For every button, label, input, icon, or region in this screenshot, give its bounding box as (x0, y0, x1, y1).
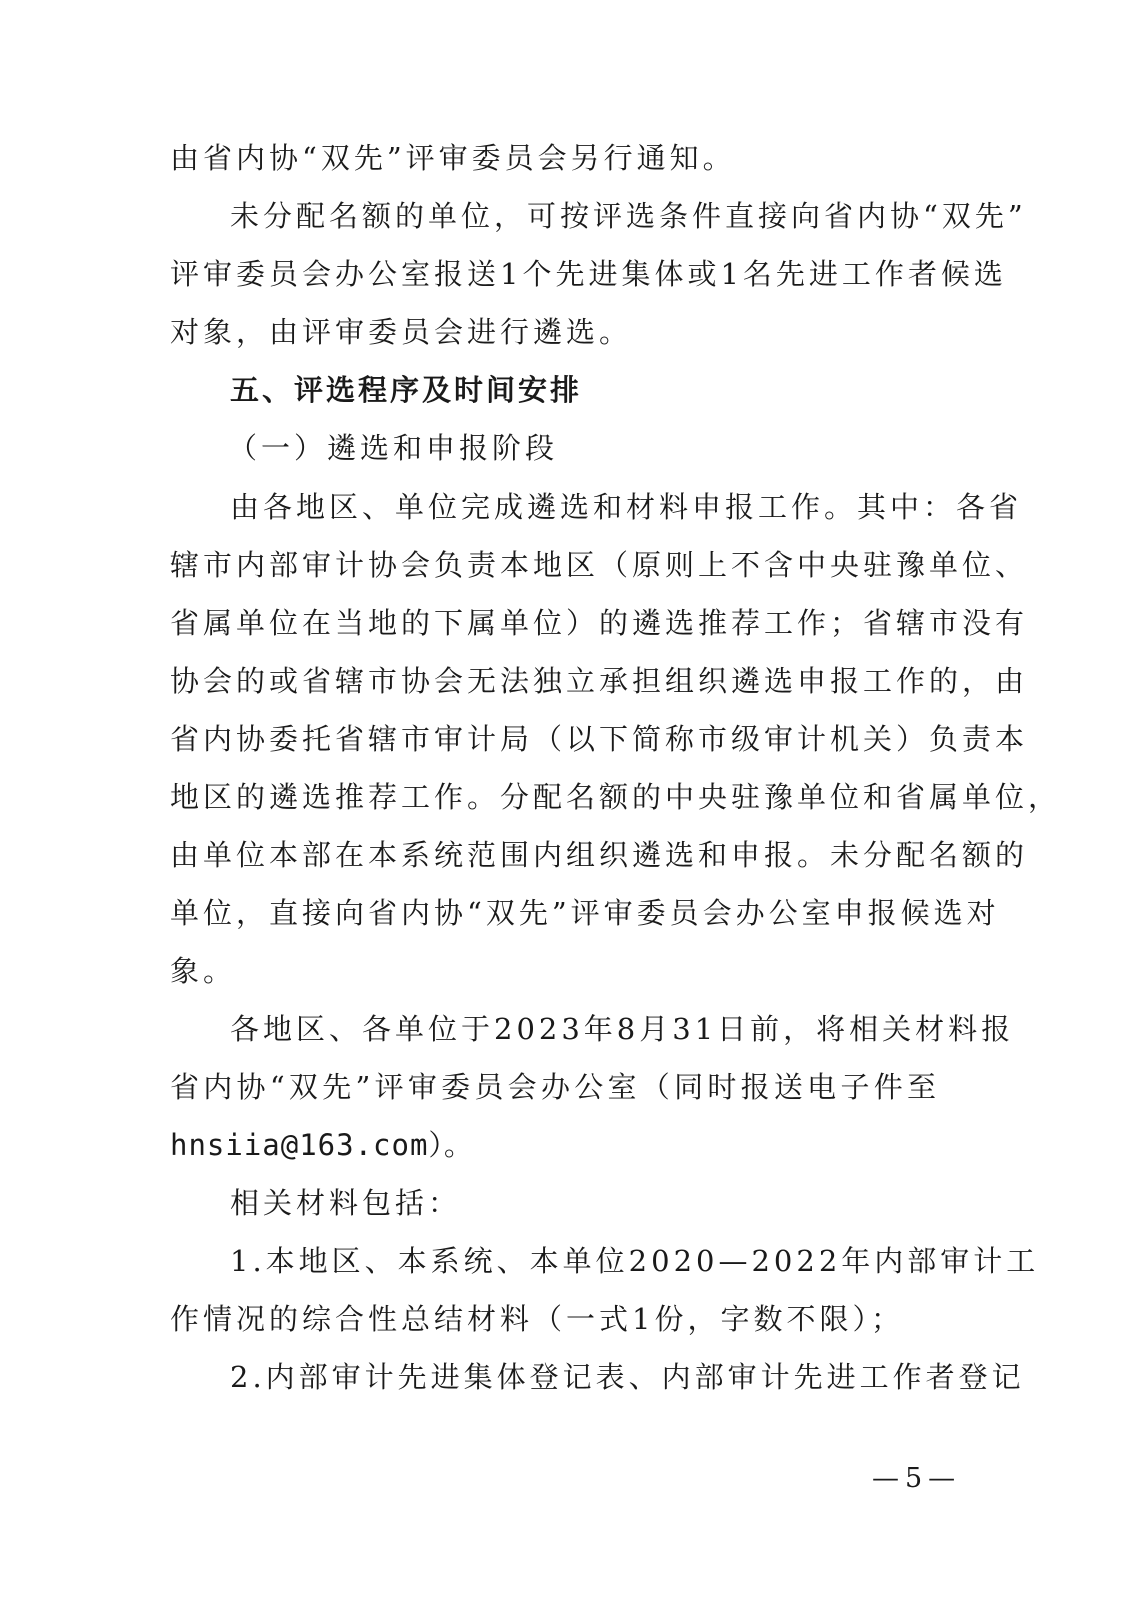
paragraph-line: 评审委员会办公室报送1个先进集体或1名先进工作者候选 (170, 257, 1007, 291)
paragraph-line: 各地区、各单位于2023年8月31日前，将相关材料报 (230, 1012, 1015, 1046)
subsection-heading: （一）遴选和申报阶段 (228, 431, 559, 465)
paragraph-line: 省内协“双先”评审委员会办公室（同时报送电子件至 (170, 1070, 940, 1104)
paragraph-line: 对象，由评审委员会进行遴选。 (170, 315, 633, 349)
list-item: 2.内部审计先进集体登记表、内部审计先进工作者登记 (230, 1360, 1025, 1394)
paragraph-line: 省内协委托省辖市审计局（以下简称市级审计机关）负责本 (170, 722, 1029, 756)
paragraph-line: 地区的遴选推荐工作。分配名额的中央驻豫单位和省属单位， (170, 780, 1062, 814)
paragraph-line: 协会的或省辖市协会无法独立承担组织遴选申报工作的，由 (170, 664, 1029, 698)
list-item-continuation: 作情况的综合性总结材料（一式1份，字数不限）； (170, 1302, 904, 1336)
section-heading: 五、评选程序及时间安排 (230, 373, 583, 407)
paragraph-line: 由单位本部在本系统范围内组织遴选和申报。未分配名额的 (170, 838, 1029, 872)
paragraph-line: 辖市内部审计协会负责本地区（原则上不含中央驻豫单位、 (170, 548, 1029, 582)
list-item: 1.本地区、本系统、本单位2020—2022年内部审计工 (230, 1244, 1040, 1278)
email-address: hnsiia@163.com）。 (170, 1128, 474, 1162)
paragraph-line: 象。 (170, 954, 237, 988)
page-number: —5— (872, 1463, 962, 1494)
paragraph-line: 单位，直接向省内协“双先”评审委员会办公室申报候选对 (170, 896, 1000, 930)
paragraph-line: 相关材料包括： (230, 1186, 462, 1220)
paragraph-line: 未分配名额的单位，可按评选条件直接向省内协“双先” (230, 199, 1027, 233)
paragraph-line: 由各地区、单位完成遴选和材料申报工作。其中：各省 (230, 490, 1023, 524)
paragraph-line: 省属单位在当地的下属单位）的遴选推荐工作；省辖市没有 (170, 606, 1029, 640)
paragraph-line: 由省内协“双先”评审委员会另行通知。 (170, 141, 736, 175)
